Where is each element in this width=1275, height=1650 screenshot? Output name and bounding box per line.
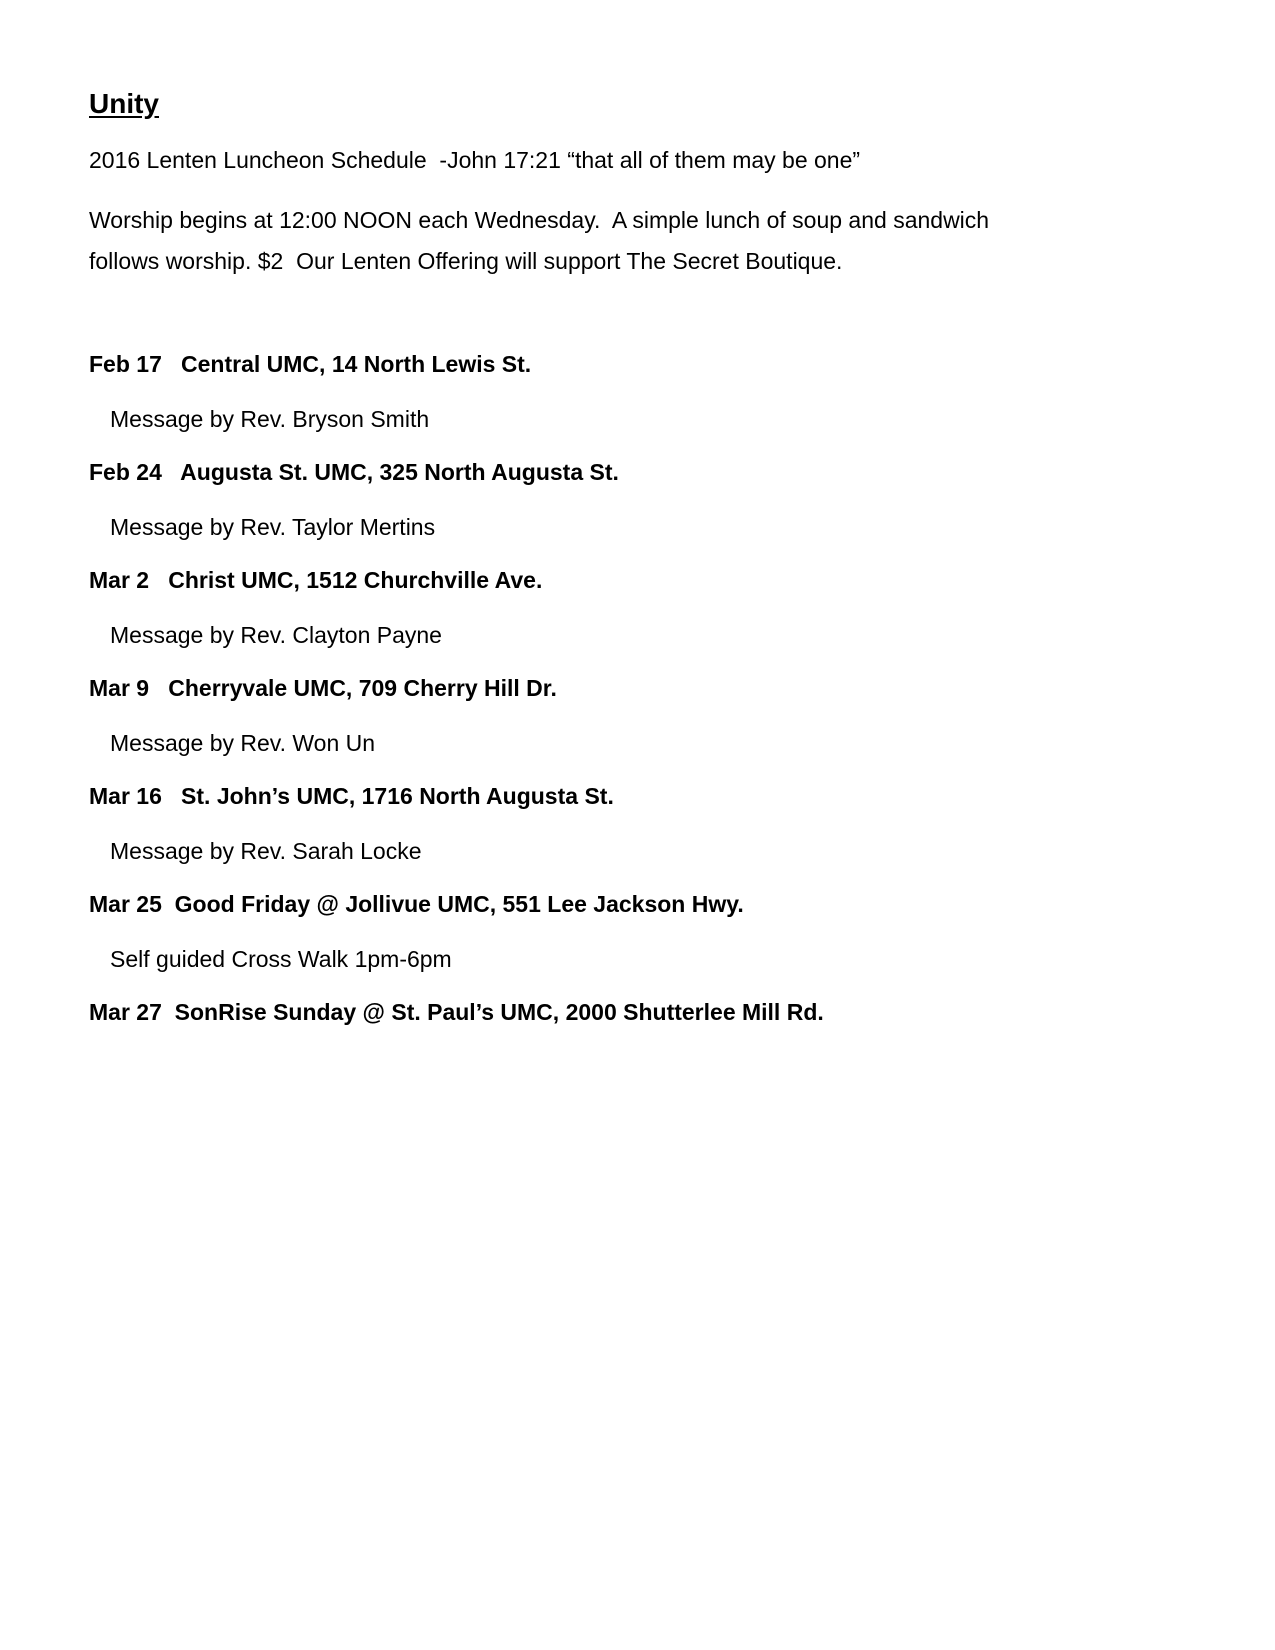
schedule-subtitle: 2016 Lenten Luncheon Schedule -John 17:21 “that all of them may be one” [89, 147, 861, 173]
event-heading: Mar 16 St. John’s UMC, 1716 North Augusta St. [89, 783, 614, 809]
schedule-entry-mar-9 [89, 674, 1089, 756]
schedule-entry-mar-16 [89, 782, 1089, 864]
schedule-entry-feb-24 [89, 458, 1089, 540]
event-heading: Mar 27 SonRise Sunday @ St. Paul’s UMC, 2000 Shutterlee Mill Rd. [89, 999, 824, 1025]
event-detail: Message by Rev. Won Un [110, 730, 376, 756]
document-title: Unity [89, 88, 159, 119]
event-heading: Feb 17 Central UMC, 14 North Lewis St. [89, 351, 532, 377]
intro-line-1: Worship begins at 12:00 NOON each Wednesday. A simple lunch of soup and sandwich [89, 207, 990, 233]
event-heading: Mar 2 Christ UMC, 1512 Churchville Ave. [89, 567, 543, 593]
event-heading: Feb 24 Augusta St. UMC, 325 North Augusta St. [89, 459, 619, 485]
event-detail: Message by Rev. Bryson Smith [110, 406, 430, 432]
event-heading: Mar 9 Cherryvale UMC, 709 Cherry Hill Dr. [89, 675, 557, 701]
schedule-entry-feb-17 [89, 350, 1089, 432]
schedule-entry-mar-2 [89, 566, 1089, 648]
event-detail: Message by Rev. Sarah Locke [110, 838, 422, 864]
event-detail: Message by Rev. Clayton Payne [110, 622, 442, 648]
intro-line-2: follows worship. $2 Our Lenten Offering will support The Secret Boutique. [89, 248, 843, 274]
event-detail: Self guided Cross Walk 1pm-6pm [110, 946, 452, 972]
schedule-entry-mar-27 [89, 998, 1089, 1027]
event-detail: Message by Rev. Taylor Mertins [110, 514, 436, 540]
event-heading: Mar 25 Good Friday @ Jollivue UMC, 551 Lee Jackson Hwy. [89, 891, 744, 917]
schedule-entry-mar-25 [89, 890, 1089, 972]
intro-paragraph [89, 200, 989, 282]
